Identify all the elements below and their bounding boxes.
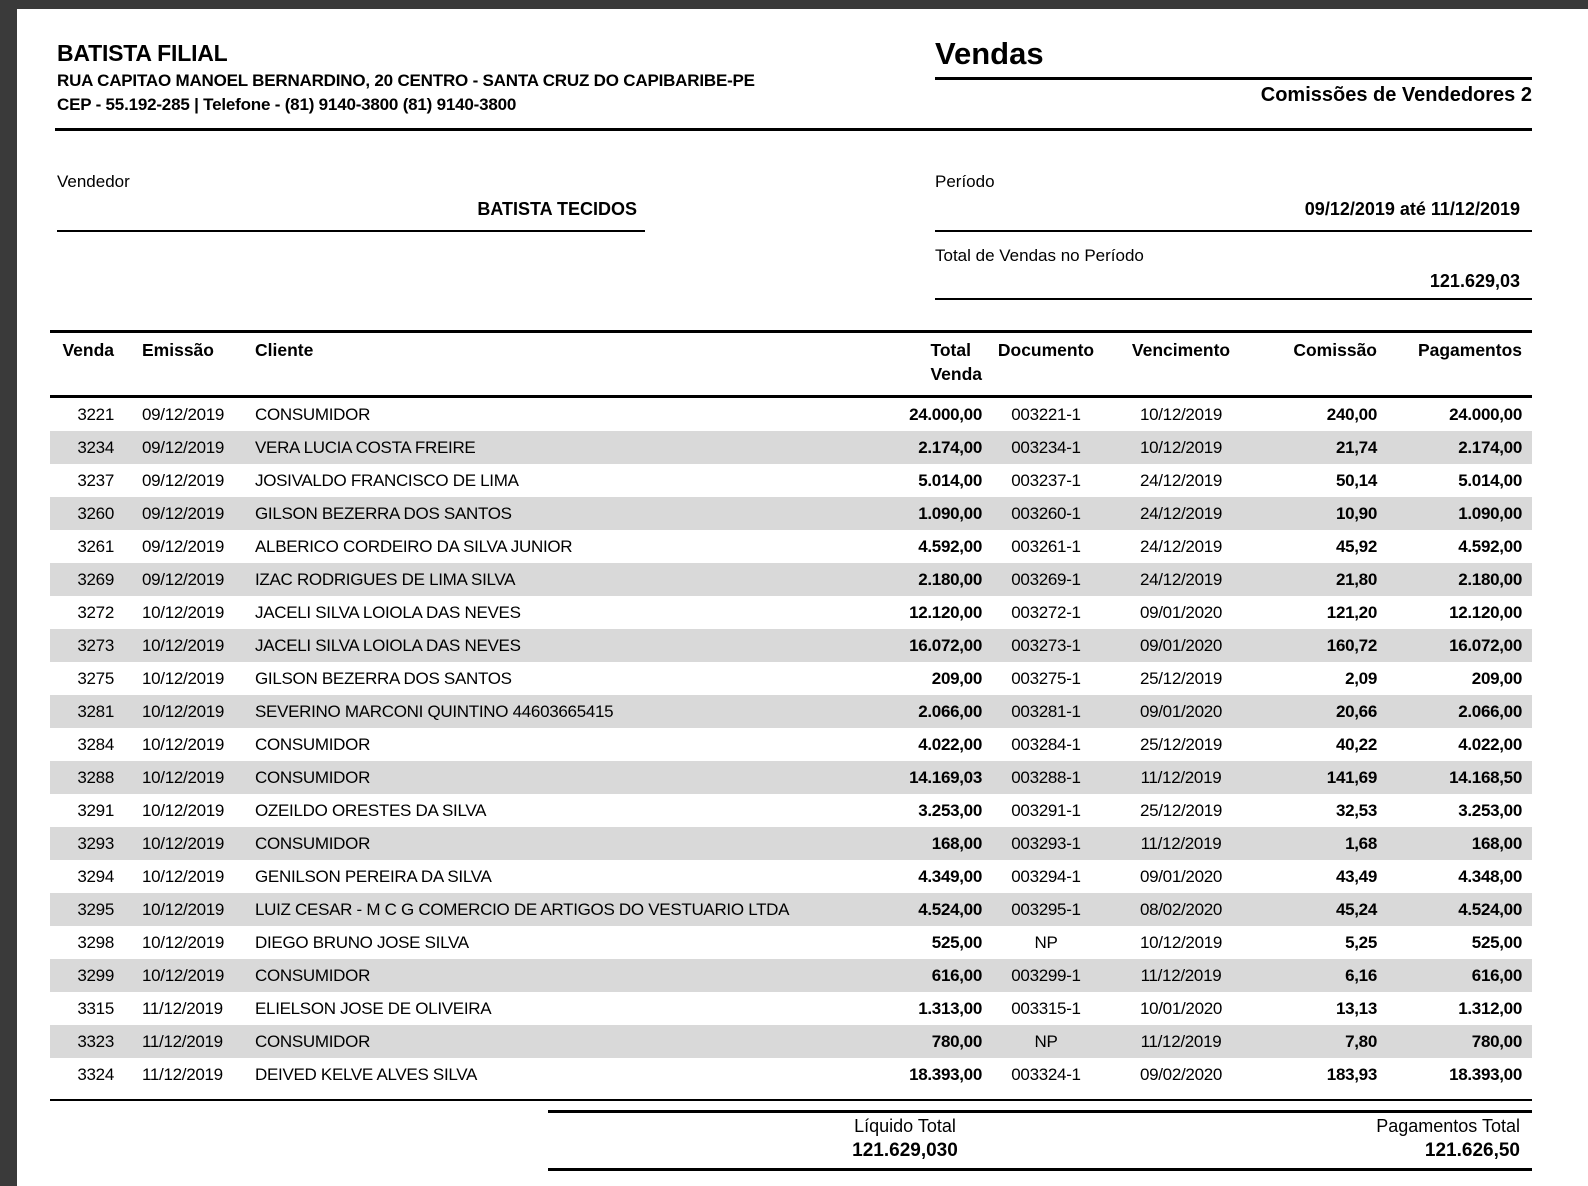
- cell-pagamentos: 4.022,00: [1458, 735, 1522, 754]
- cell-venda: 3293: [77, 834, 114, 853]
- cell-cliente: SEVERINO MARCONI QUINTINO 44603665415: [255, 702, 614, 721]
- cell-pagamentos: 24.000,00: [1449, 405, 1522, 424]
- cell-comissao: 183,93: [1326, 1065, 1377, 1084]
- cell-total-venda: 16.072,00: [909, 636, 982, 655]
- cell-cliente: JOSIVALDO FRANCISCO DE LIMA: [255, 471, 519, 490]
- cell-pagamentos: 14.168,50: [1449, 768, 1522, 787]
- cell-vencimento: 10/12/2019: [1139, 438, 1223, 457]
- table-row: [50, 794, 1532, 827]
- company-address: RUA CAPITAO MANOEL BERNARDINO, 20 CENTRO - SANTA CRUZ DO CAPIBARIBE-PE: [57, 71, 755, 90]
- cell-vencimento: 09/01/2020: [1139, 702, 1223, 721]
- cell-cliente: CONSUMIDOR: [255, 735, 371, 754]
- cell-emissao: 10/12/2019: [142, 801, 225, 820]
- cell-pagamentos: 209,00: [1471, 669, 1522, 688]
- cell-emissao: 10/12/2019: [142, 636, 225, 655]
- cell-documento: 003294-1: [1011, 867, 1081, 886]
- cell-comissao: 7,80: [1345, 1032, 1377, 1051]
- pagamentos-total-block: [1132, 1116, 1520, 1162]
- cell-pagamentos: 16.072,00: [1449, 636, 1522, 655]
- cell-comissao: 45,92: [1335, 537, 1377, 556]
- cell-total-venda: 4.524,00: [918, 900, 982, 919]
- cell-documento: 003237-1: [1011, 471, 1081, 490]
- cell-comissao: 13,13: [1335, 999, 1377, 1018]
- cell-vencimento: 25/12/2019: [1139, 735, 1223, 754]
- col-header-documento: Documento: [997, 340, 1095, 360]
- cell-comissao: 21,80: [1335, 570, 1377, 589]
- cell-venda: 3298: [77, 933, 114, 952]
- cell-total-venda: 4.349,00: [918, 867, 982, 886]
- cell-total-venda: 2.066,00: [918, 702, 982, 721]
- cell-venda: 3284: [77, 735, 114, 754]
- cell-comissao: 160,72: [1326, 636, 1377, 655]
- table-row: [50, 893, 1532, 926]
- cell-vencimento: 25/12/2019: [1139, 801, 1223, 820]
- cell-pagamentos: 1.090,00: [1458, 504, 1522, 523]
- cell-documento: 003324-1: [1011, 1065, 1081, 1084]
- cell-venda: 3234: [77, 438, 114, 457]
- cell-cliente: GILSON BEZERRA DOS SANTOS: [255, 504, 512, 523]
- report-subtitle: Comissões de Vendedores 2: [1260, 84, 1532, 106]
- cell-pagamentos: 780,00: [1471, 1032, 1522, 1051]
- header-rule: [55, 128, 1532, 131]
- cell-emissao: 10/12/2019: [142, 669, 225, 688]
- cell-vencimento: 10/01/2020: [1139, 999, 1223, 1018]
- cell-total-venda: 2.174,00: [918, 438, 982, 457]
- cell-total-venda: 24.000,00: [909, 405, 982, 424]
- periodo-underline: [935, 230, 1532, 232]
- cell-emissao: 10/12/2019: [142, 966, 225, 985]
- cell-total-venda: 168,00: [931, 834, 982, 853]
- cell-venda: 3288: [77, 768, 114, 787]
- col-header-cliente: Cliente: [255, 340, 314, 360]
- cell-pagamentos: 168,00: [1471, 834, 1522, 853]
- cell-comissao: 45,24: [1335, 900, 1377, 919]
- cell-documento: 003221-1: [1011, 405, 1081, 424]
- cell-vencimento: 10/12/2019: [1139, 933, 1223, 952]
- cell-emissao: 11/12/2019: [142, 999, 223, 1018]
- cell-vencimento: 24/12/2019: [1139, 537, 1223, 556]
- cell-cliente: OZEILDO ORESTES DA SILVA: [255, 801, 487, 820]
- cell-emissao: 11/12/2019: [142, 1065, 223, 1084]
- cell-cliente: VERA LUCIA COSTA FREIRE: [255, 438, 476, 457]
- table-row: [50, 530, 1532, 563]
- cell-emissao: 10/12/2019: [142, 603, 225, 622]
- cell-venda: 3323: [77, 1032, 114, 1051]
- cell-comissao: 10,90: [1335, 504, 1377, 523]
- title-underline: [935, 77, 1532, 80]
- cell-cliente: ELIELSON JOSE DE OLIVEIRA: [255, 999, 492, 1018]
- table-row: [50, 1058, 1532, 1091]
- cell-venda: 3275: [77, 669, 114, 688]
- cell-comissao: 2,09: [1345, 669, 1377, 688]
- cell-pagamentos: 12.120,00: [1449, 603, 1522, 622]
- cell-comissao: 21,74: [1335, 438, 1377, 457]
- total-vendas-underline: [935, 298, 1532, 300]
- cell-pagamentos: 616,00: [1471, 966, 1522, 985]
- cell-venda: 3269: [77, 570, 114, 589]
- vendedor-value: BATISTA TECIDOS: [477, 199, 637, 219]
- cell-cliente: CONSUMIDOR: [255, 966, 371, 985]
- liquido-total-value: 121.629,030: [852, 1140, 958, 1161]
- viewer-top-edge: [0, 0, 1588, 9]
- cell-documento: 003272-1: [1011, 603, 1081, 622]
- col-header-total-line2: Venda: [930, 364, 982, 384]
- cell-documento: 003261-1: [1011, 537, 1081, 556]
- cell-venda: 3221: [77, 405, 114, 424]
- cell-vencimento: 11/12/2019: [1140, 966, 1222, 985]
- cell-pagamentos: 2.180,00: [1458, 570, 1522, 589]
- cell-comissao: 32,53: [1335, 801, 1377, 820]
- cell-cliente: GENILSON PEREIRA DA SILVA: [255, 867, 492, 886]
- total-vendas-value: 121.629,03: [1429, 271, 1520, 291]
- cell-documento: 003275-1: [1011, 669, 1081, 688]
- table-row: [50, 926, 1532, 959]
- cell-cliente: CONSUMIDOR: [255, 768, 371, 787]
- cell-documento: 003295-1: [1011, 900, 1081, 919]
- table-row: [50, 398, 1532, 431]
- cell-documento: 003284-1: [1011, 735, 1081, 754]
- cell-emissao: 09/12/2019: [142, 570, 225, 589]
- periodo-label: Período: [935, 172, 995, 191]
- vendedor-underline: [57, 230, 645, 232]
- cell-comissao: 121,20: [1326, 603, 1377, 622]
- cell-cliente: CONSUMIDOR: [255, 405, 371, 424]
- table-row: [50, 431, 1532, 464]
- cell-cliente: DEIVED KELVE ALVES SILVA: [255, 1065, 478, 1084]
- cell-total-venda: 525,00: [931, 933, 982, 952]
- cell-documento: 003288-1: [1011, 768, 1081, 787]
- cell-total-venda: 1.313,00: [918, 999, 982, 1018]
- cell-pagamentos: 2.066,00: [1458, 702, 1522, 721]
- table-row: [50, 959, 1532, 992]
- cell-venda: 3295: [77, 900, 114, 919]
- cell-pagamentos: 4.524,00: [1458, 900, 1522, 919]
- cell-documento: 003234-1: [1011, 438, 1081, 457]
- cell-total-venda: 4.022,00: [918, 735, 982, 754]
- cell-documento: 003260-1: [1011, 504, 1081, 523]
- cell-emissao: 10/12/2019: [142, 834, 225, 853]
- cell-venda: 3324: [77, 1065, 114, 1084]
- table-header: [50, 332, 1532, 395]
- table-body: [50, 398, 1532, 1091]
- cell-documento: 003291-1: [1011, 801, 1081, 820]
- cell-comissao: 43,49: [1335, 867, 1377, 886]
- cell-vencimento: 25/12/2019: [1139, 669, 1223, 688]
- liquido-total-block: [625, 1116, 1185, 1162]
- cell-pagamentos: 5.014,00: [1458, 471, 1522, 490]
- cell-vencimento: 09/02/2020: [1139, 1065, 1223, 1084]
- cell-vencimento: 09/01/2020: [1139, 603, 1223, 622]
- cell-total-venda: 780,00: [931, 1032, 982, 1051]
- col-header-vencimento: Vencimento: [1131, 340, 1231, 360]
- table-row: [50, 662, 1532, 695]
- cell-emissao: 10/12/2019: [142, 702, 225, 721]
- cell-cliente: ALBERICO CORDEIRO DA SILVA JUNIOR: [255, 537, 573, 556]
- cell-comissao: 1,68: [1345, 834, 1377, 853]
- cell-documento: 003315-1: [1011, 999, 1081, 1018]
- cell-total-venda: 12.120,00: [909, 603, 982, 622]
- totals-top-rule: [548, 1110, 1532, 1113]
- cell-pagamentos: 18.393,00: [1449, 1065, 1522, 1084]
- cell-vencimento: 09/01/2020: [1139, 636, 1223, 655]
- cell-pagamentos: 3.253,00: [1458, 801, 1522, 820]
- cell-cliente: CONSUMIDOR: [255, 1032, 371, 1051]
- cell-venda: 3237: [77, 471, 114, 490]
- cell-vencimento: 08/02/2020: [1139, 900, 1223, 919]
- cell-vencimento: 11/12/2019: [1140, 768, 1222, 787]
- cell-documento: NP: [1034, 1032, 1058, 1051]
- cell-cliente: DIEGO BRUNO JOSE SILVA: [255, 933, 469, 952]
- col-header-comissao: Comissão: [1293, 340, 1377, 360]
- cell-cliente: IZAC RODRIGUES DE LIMA SILVA: [255, 570, 516, 589]
- liquido-total-label: Líquido Total: [854, 1116, 956, 1136]
- cell-total-venda: 616,00: [931, 966, 982, 985]
- cell-emissao: 10/12/2019: [142, 933, 225, 952]
- cell-venda: 3281: [77, 702, 114, 721]
- cell-comissao: 5,25: [1345, 933, 1377, 952]
- cell-cliente: JACELI SILVA LOIOLA DAS NEVES: [255, 603, 521, 622]
- cell-total-venda: 4.592,00: [918, 537, 982, 556]
- table-row: [50, 629, 1532, 662]
- cell-emissao: 11/12/2019: [142, 1032, 223, 1051]
- col-header-venda: Venda: [62, 340, 114, 360]
- cell-total-venda: 14.169,03: [909, 768, 982, 787]
- cell-cliente: CONSUMIDOR: [255, 834, 371, 853]
- cell-total-venda: 209,00: [931, 669, 982, 688]
- cell-venda: 3272: [77, 603, 114, 622]
- cell-comissao: 6,16: [1345, 966, 1377, 985]
- pagamentos-total-value: 121.626,50: [1424, 1140, 1520, 1161]
- cell-emissao: 10/12/2019: [142, 735, 225, 754]
- table-row: [50, 992, 1532, 1025]
- table-row: [50, 860, 1532, 893]
- col-header-emissao: Emissão: [142, 340, 214, 360]
- cell-vencimento: 24/12/2019: [1139, 570, 1223, 589]
- cell-emissao: 10/12/2019: [142, 768, 225, 787]
- cell-comissao: 141,69: [1326, 768, 1377, 787]
- cell-cliente: JACELI SILVA LOIOLA DAS NEVES: [255, 636, 521, 655]
- cell-pagamentos: 4.348,00: [1458, 867, 1522, 886]
- viewer-left-edge: [0, 0, 17, 1186]
- col-header-total-line1: Total: [930, 340, 971, 360]
- cell-comissao: 20,66: [1335, 702, 1377, 721]
- cell-total-venda: 3.253,00: [918, 801, 982, 820]
- cell-documento: 003281-1: [1011, 702, 1081, 721]
- cell-emissao: 09/12/2019: [142, 471, 225, 490]
- cell-documento: 003299-1: [1011, 966, 1081, 985]
- table-row: [50, 728, 1532, 761]
- company-contact: CEP - 55.192-285 | Telefone - (81) 9140-3800 (81) 9140-3800: [57, 95, 517, 114]
- periodo-value: 09/12/2019 até 11/12/2019: [1304, 199, 1520, 219]
- cell-venda: 3299: [77, 966, 114, 985]
- cell-cliente: LUIZ CESAR - M C G COMERCIO DE ARTIGOS DO VESTUARIO LTDA: [255, 900, 790, 919]
- cell-documento: 003273-1: [1011, 636, 1081, 655]
- cell-venda: 3260: [77, 504, 114, 523]
- total-vendas-label: Total de Vendas no Período: [935, 246, 1144, 265]
- table-row: [50, 497, 1532, 530]
- cell-vencimento: 11/12/2019: [1140, 1032, 1222, 1051]
- cell-cliente: GILSON BEZERRA DOS SANTOS: [255, 669, 512, 688]
- cell-vencimento: 11/12/2019: [1140, 834, 1222, 853]
- table-row: [50, 563, 1532, 596]
- cell-pagamentos: 2.174,00: [1458, 438, 1522, 457]
- cell-pagamentos: 525,00: [1471, 933, 1522, 952]
- table-row: [50, 464, 1532, 497]
- table-row: [50, 761, 1532, 794]
- table-row: [50, 1025, 1532, 1058]
- pagamentos-total-label: Pagamentos Total: [1376, 1116, 1520, 1136]
- cell-vencimento: 10/12/2019: [1139, 405, 1223, 424]
- col-header-pagamentos: Pagamentos: [1417, 340, 1522, 360]
- cell-emissao: 09/12/2019: [142, 537, 225, 556]
- cell-documento: NP: [1034, 933, 1058, 952]
- cell-total-venda: 18.393,00: [909, 1065, 982, 1084]
- col-header-total-venda: [852, 338, 982, 395]
- cell-emissao: 10/12/2019: [142, 867, 225, 886]
- cell-emissao: 09/12/2019: [142, 438, 225, 457]
- cell-emissao: 09/12/2019: [142, 405, 225, 424]
- cell-comissao: 40,22: [1335, 735, 1377, 754]
- company-block: [57, 40, 917, 115]
- table-row: [50, 827, 1532, 860]
- cell-comissao: 50,14: [1335, 471, 1377, 490]
- vendedor-label: Vendedor: [57, 172, 130, 191]
- cell-total-venda: 2.180,00: [918, 570, 982, 589]
- cell-venda: 3315: [77, 999, 114, 1018]
- table-row: [50, 596, 1532, 629]
- table-row: [50, 695, 1532, 728]
- report-title: Vendas: [935, 36, 1044, 71]
- cell-vencimento: 24/12/2019: [1139, 504, 1223, 523]
- totals-bottom-rule: [548, 1168, 1532, 1171]
- company-name: BATISTA FILIAL: [57, 40, 228, 66]
- cell-pagamentos: 4.592,00: [1458, 537, 1522, 556]
- cell-venda: 3261: [77, 537, 114, 556]
- cell-emissao: 10/12/2019: [142, 900, 225, 919]
- cell-venda: 3273: [77, 636, 114, 655]
- cell-vencimento: 24/12/2019: [1139, 471, 1223, 490]
- cell-emissao: 09/12/2019: [142, 504, 225, 523]
- cell-pagamentos: 1.312,00: [1458, 999, 1522, 1018]
- cell-total-venda: 1.090,00: [918, 504, 982, 523]
- cell-comissao: 240,00: [1326, 405, 1377, 424]
- cell-vencimento: 09/01/2020: [1139, 867, 1223, 886]
- cell-total-venda: 5.014,00: [918, 471, 982, 490]
- cell-documento: 003269-1: [1011, 570, 1081, 589]
- cell-venda: 3294: [77, 867, 114, 886]
- cell-venda: 3291: [77, 801, 114, 820]
- table-bottom-rule: [50, 1099, 1532, 1101]
- cell-documento: 003293-1: [1011, 834, 1081, 853]
